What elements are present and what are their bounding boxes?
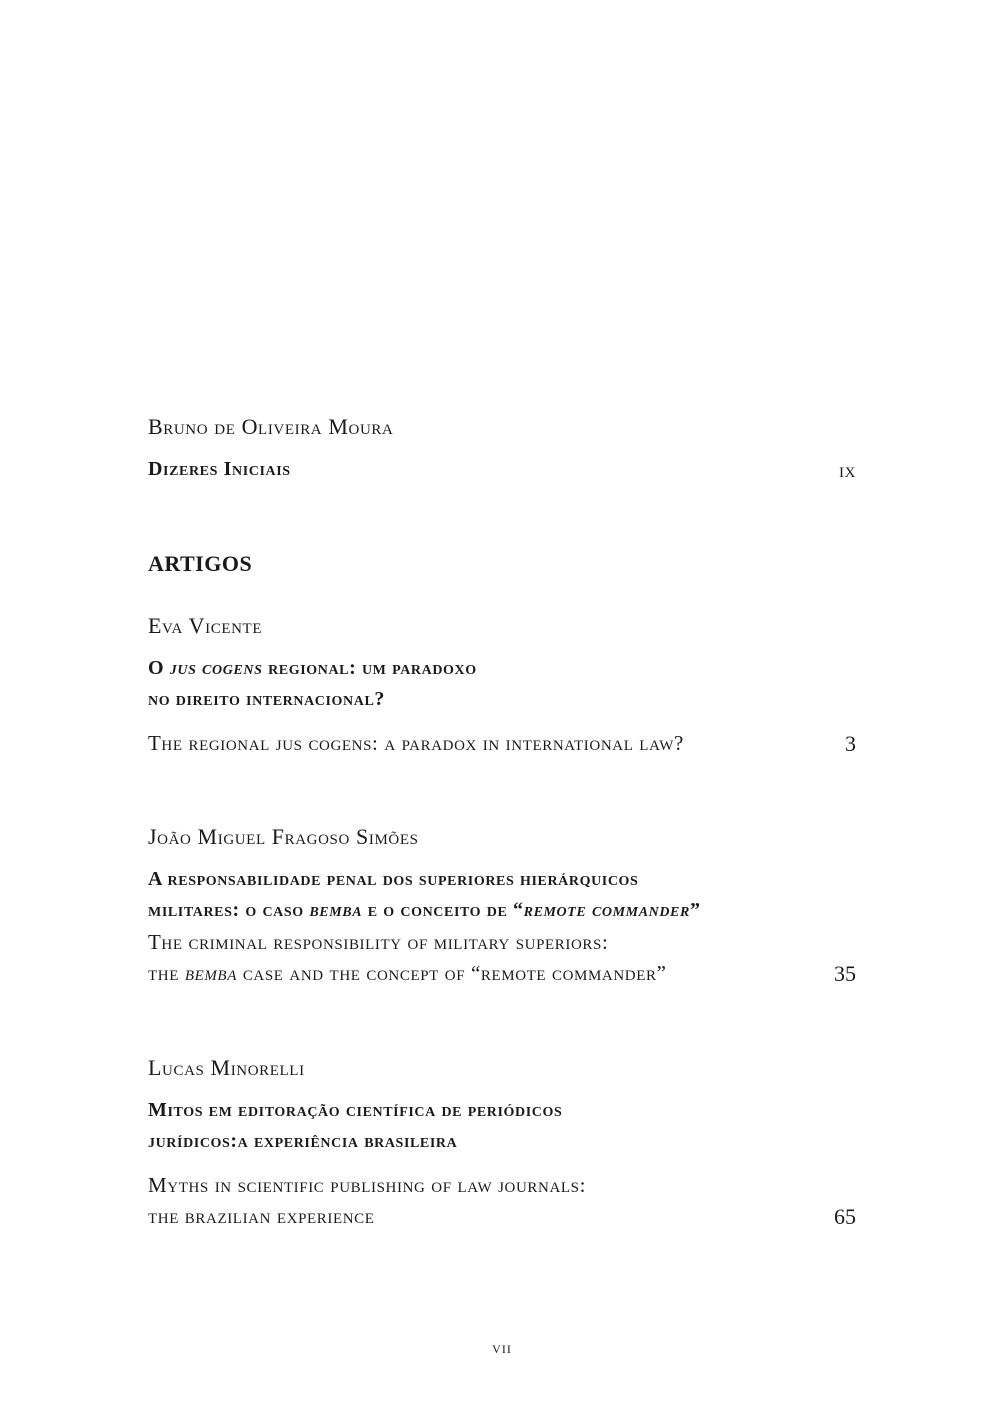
entry-1-subtitle: The regional jus cogens: a paradox in international law? <box>148 731 684 755</box>
entry-2-page-number: 35 <box>834 961 856 986</box>
intro-author: Bruno de Oliveira Moura <box>148 414 394 439</box>
entry-2-title-line-2: militares: o caso bemba e o conceito de “remote commander” <box>148 899 701 921</box>
entry-2-subtitle-line-2: the bemba case and the concept of “remote commander” <box>148 961 667 985</box>
entry-2-title-line-1: A responsabilidade penal dos superiores hierárquicos <box>148 868 639 890</box>
entry-3-subtitle-line-2: the brazilian experience <box>148 1204 375 1228</box>
folio-page-number: vii <box>492 1338 512 1357</box>
entry-3-author: Lucas Minorelli <box>148 1055 305 1080</box>
intro-title: Dizeres Iniciais <box>148 458 291 480</box>
entry-1-title-line-1: O jus cogens regional: um paradoxo <box>148 657 477 679</box>
entry-2-author: João Miguel Fragoso Simões <box>148 824 419 849</box>
entry-3-page-number: 65 <box>834 1204 856 1229</box>
section-heading: ARTIGOS <box>148 551 253 576</box>
entry-3-title-line-2: jurídicos:a experiência brasileira <box>148 1130 458 1152</box>
entry-1-author: Eva Vicente <box>148 613 263 638</box>
entry-1-title-line-2: no direito internacional? <box>148 688 386 710</box>
intro-page-number: ix <box>838 458 856 482</box>
entry-1-page-number: 3 <box>845 731 856 756</box>
entry-3-title-line-1: Mitos em editoração científica de periódicos <box>148 1099 563 1121</box>
entry-2-subtitle-line-1: The criminal responsibility of military superiors: <box>148 930 609 954</box>
entry-3-subtitle-line-1: Myths in scientific publishing of law journals: <box>148 1173 587 1197</box>
